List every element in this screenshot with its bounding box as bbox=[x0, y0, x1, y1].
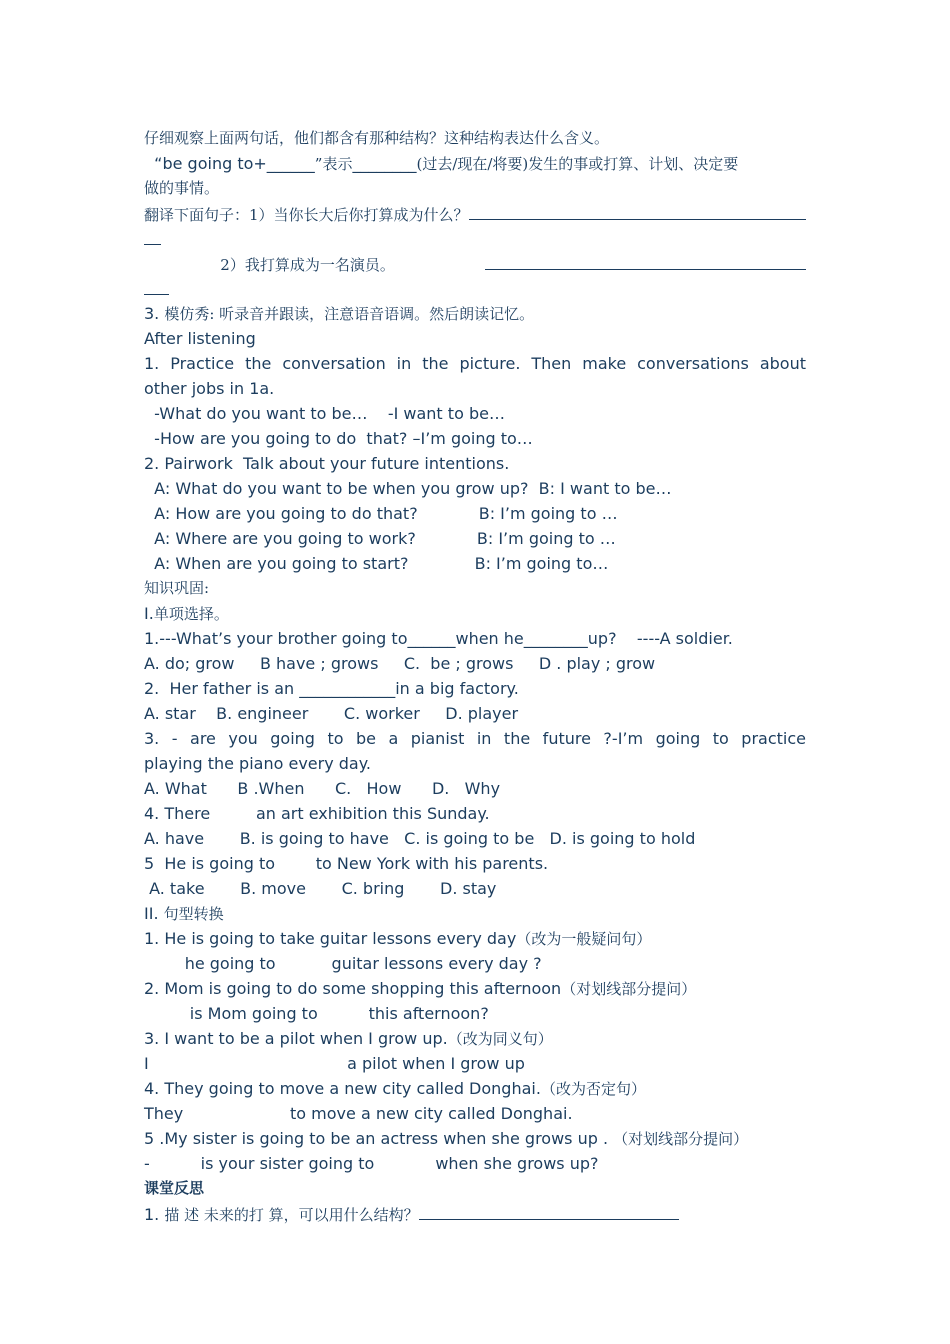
section-multiple-choice: I.单项选择。 bbox=[144, 604, 229, 623]
answer-line[interactable] bbox=[469, 201, 806, 220]
blank: ________ bbox=[352, 154, 417, 173]
question-5: 5 He is going to to New York with his parents. bbox=[144, 854, 549, 873]
answer-line-end bbox=[144, 276, 806, 301]
question-3-options: A. What B .When C. How D. Why bbox=[144, 779, 501, 798]
question-1: 1.---What’s your brother going to______when he________up? ----A soldier. bbox=[144, 629, 733, 648]
dialogue-line: -What do you want to be… -I want to be… bbox=[144, 404, 505, 423]
dialogue-line: A: Where are you going to work? B: I’m going to … bbox=[144, 529, 616, 548]
dialogue-line: -How are you going to do that? –I’m going to… bbox=[144, 429, 533, 448]
blank: ________ bbox=[523, 629, 588, 648]
structure-question-cont: 做的事情。 bbox=[144, 179, 220, 197]
transform-1: 1. He is going to take guitar lessons every day（改为一般疑问句） bbox=[144, 929, 652, 948]
blank: ______ bbox=[407, 629, 456, 648]
transform-2: 2. Mom is going to do some shopping this afternoon（对划线部分提问） bbox=[144, 979, 697, 998]
question-1-options: A. do; grow B have ; grows C. be ; grows D . play ; grow bbox=[144, 654, 656, 673]
answer-line-end bbox=[144, 226, 806, 251]
question-4-options: A. have B. is going to have C. is going to be D. is going to hold bbox=[144, 829, 696, 848]
structure-question: “be going to+______”表示________(过去/现在/将要)发生的事或打算、计划、决定要 bbox=[144, 154, 739, 173]
transform-1-answer: he going to guitar lessons every day ? bbox=[144, 954, 542, 973]
imitation-instruction: 3. 模仿秀: 听录音并跟读，注意语音语调。然后朗读记忆。 bbox=[144, 304, 535, 323]
section-after-listening: After listening bbox=[144, 329, 256, 348]
practice-instruction: 1. Practice the conversation in the picture. Then make conversations about bbox=[144, 354, 806, 373]
question-2: 2. Her father is an ____________in a big factory. bbox=[144, 679, 519, 698]
question-3: 3. - are you going to be a pianist in the future ?-I’m going to practice bbox=[144, 729, 806, 748]
blank: ______ bbox=[266, 154, 315, 173]
section-reflection: 课堂反思 bbox=[144, 1179, 205, 1197]
transform-4: 4. They going to move a new city called Donghai.（改为否定句） bbox=[144, 1079, 646, 1098]
question-3-cont: playing the piano every day. bbox=[144, 754, 371, 773]
reflection-question: 1. 描 述 未来的打 算，可以用什么结构？ bbox=[144, 1201, 806, 1226]
dialogue-line: A: How are you going to do that? B: I’m going to … bbox=[144, 504, 618, 523]
practice-instruction-cont: other jobs in 1a. bbox=[144, 379, 275, 398]
instruction-observe: 仔细观察上面两句话，他们都含有那种结构？这种结构表达什么含义。 bbox=[144, 129, 610, 147]
section-consolidation: 知识巩固: bbox=[144, 579, 210, 597]
pairwork-title: 2. Pairwork Talk about your future intentions. bbox=[144, 454, 510, 473]
transform-4-answer: They to move a new city called Donghai. bbox=[144, 1104, 573, 1123]
dialogue-line: A: What do you want to be when you grow up? B: I want to be… bbox=[144, 479, 672, 498]
transform-2-answer: is Mom going to this afternoon? bbox=[144, 1004, 489, 1023]
question-4: 4. There an art exhibition this Sunday. bbox=[144, 804, 490, 823]
answer-line[interactable] bbox=[485, 251, 806, 270]
translate-question-2: 2）我打算成为一名演员。 bbox=[144, 251, 806, 276]
translate-question-1: 翻译下面句子：1）当你长大后你打算成为什么？ bbox=[144, 201, 806, 226]
transform-3: 3. I want to be a pilot when I grow up.（改为同义句） bbox=[144, 1029, 553, 1048]
answer-line[interactable] bbox=[419, 1201, 679, 1220]
section-sentence-transform: II. 句型转换 bbox=[144, 904, 224, 923]
transform-3-answer: I a pilot when I grow up bbox=[144, 1054, 525, 1073]
question-5-options: A. take B. move C. bring D. stay bbox=[144, 879, 497, 898]
question-2-options: A. star B. engineer C. worker D. player bbox=[144, 704, 519, 723]
transform-5: 5 .My sister is going to be an actress when she grows up . （对划线部分提问） bbox=[144, 1129, 749, 1148]
worksheet-page bbox=[144, 126, 806, 1226]
blank: ____________ bbox=[299, 679, 396, 698]
dialogue-line: A: When are you going to start? B: I’m going to… bbox=[144, 554, 609, 573]
transform-5-answer: - is your sister going to when she grows up? bbox=[144, 1154, 599, 1173]
